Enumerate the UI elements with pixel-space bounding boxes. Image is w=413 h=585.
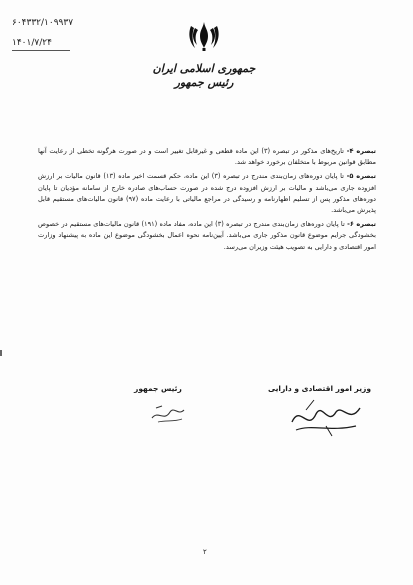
reference-number: ۶۰۴۳۳۲/۱۰۹۹۳۷ (12, 18, 74, 28)
margin-mark (0, 350, 2, 356)
reference-date-text: ۱۴۰۱/۷/۲۴ (12, 38, 52, 48)
president-signature-icon (148, 400, 188, 426)
office-title: رئیس جمهور (174, 76, 234, 89)
country-name: جمهوری اسلامی ایران (152, 62, 256, 75)
president-title: رئیس جمهور (134, 384, 182, 393)
note-4-text: تاریخ‌های مذکور در تبصره (۳) این ماده قطعی و غیرقابل تغییر است و در صورت هرگونه تخطی از رعایت آنها مطابق قوانین مربوط با متخلفان برخورد خواهد شد. (38, 147, 376, 167)
note-4-title: تبصره ۴- (346, 147, 376, 155)
minister-signature-icon (286, 396, 366, 440)
reference-date (12, 38, 52, 48)
document-body (38, 146, 376, 256)
iran-emblem-icon (186, 18, 222, 54)
note-6-title: تبصره ۶- (347, 220, 376, 229)
note-5-text: تا پایان دوره‌های زمان‌بندی مندرج در تبصره (۳) این ماده، حکم قسمت اخیر ماده (۱۳) قانون مالیات بر ارزش افزوده جاری می‌باشد و مالیات بر ارزش افزوده درج شده در صورت حساب‌های صادره خارج از سامانه مؤدیان تا پایان دوره‌های مذکور پس از تسلیم اظهارنامه و رسیدگی در مراجع مالیاتی با رعایت ماده (۹۷) قانون مالیات‌های مستقیم قابل پذیرش می‌باشد. (38, 172, 376, 215)
note-6 (38, 219, 376, 253)
note-4 (38, 146, 376, 168)
note-5-title: تبصره ۵- (346, 172, 376, 181)
note-5 (38, 171, 376, 216)
date-underline (12, 50, 70, 51)
page-number: ۲ (203, 548, 207, 556)
note-6-text: تا پایان دوره‌های زمان‌بندی مندرج در تبصره (۳) این ماده، مفاد ماده (۱۹۱) قانون مالیات‌های مستقیم در خصوص بخشودگی جرایم موضوع قانون مذکور جاری می‌باشد. آیین‌نامه نحوه اعمال بخشودگی موضوع این ماده به پیشنهاد وزارت امور اقتصادی و دارایی به تصویب هیئت وزیران می‌رسد. (38, 220, 376, 251)
minister-title: وزیر امور اقتصادی و دارایی (268, 384, 371, 393)
letterhead (134, 62, 274, 90)
